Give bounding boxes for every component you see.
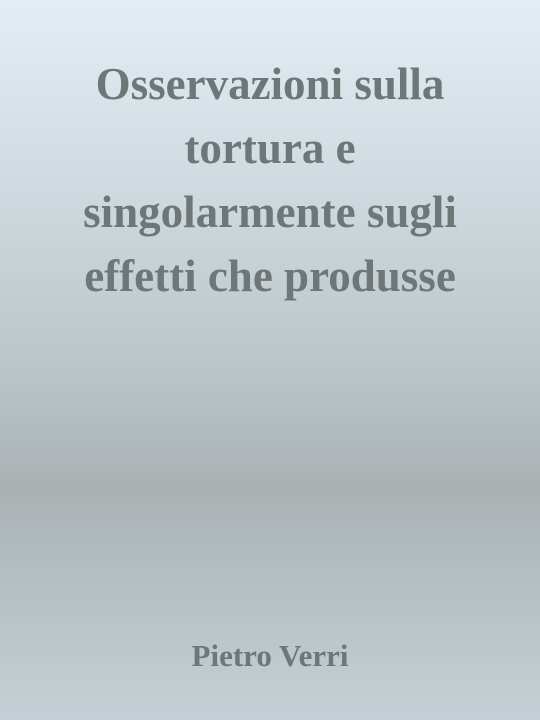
book-title [20, 52, 520, 308]
title-line-4: effetti che produsse [84, 251, 456, 301]
title-line-2: tortura e [184, 123, 356, 173]
title-line-1: Osservazioni sulla [95, 59, 445, 109]
title-line-3: singolarmente sugli [83, 187, 457, 237]
book-author: Pietro Verri [191, 638, 349, 673]
